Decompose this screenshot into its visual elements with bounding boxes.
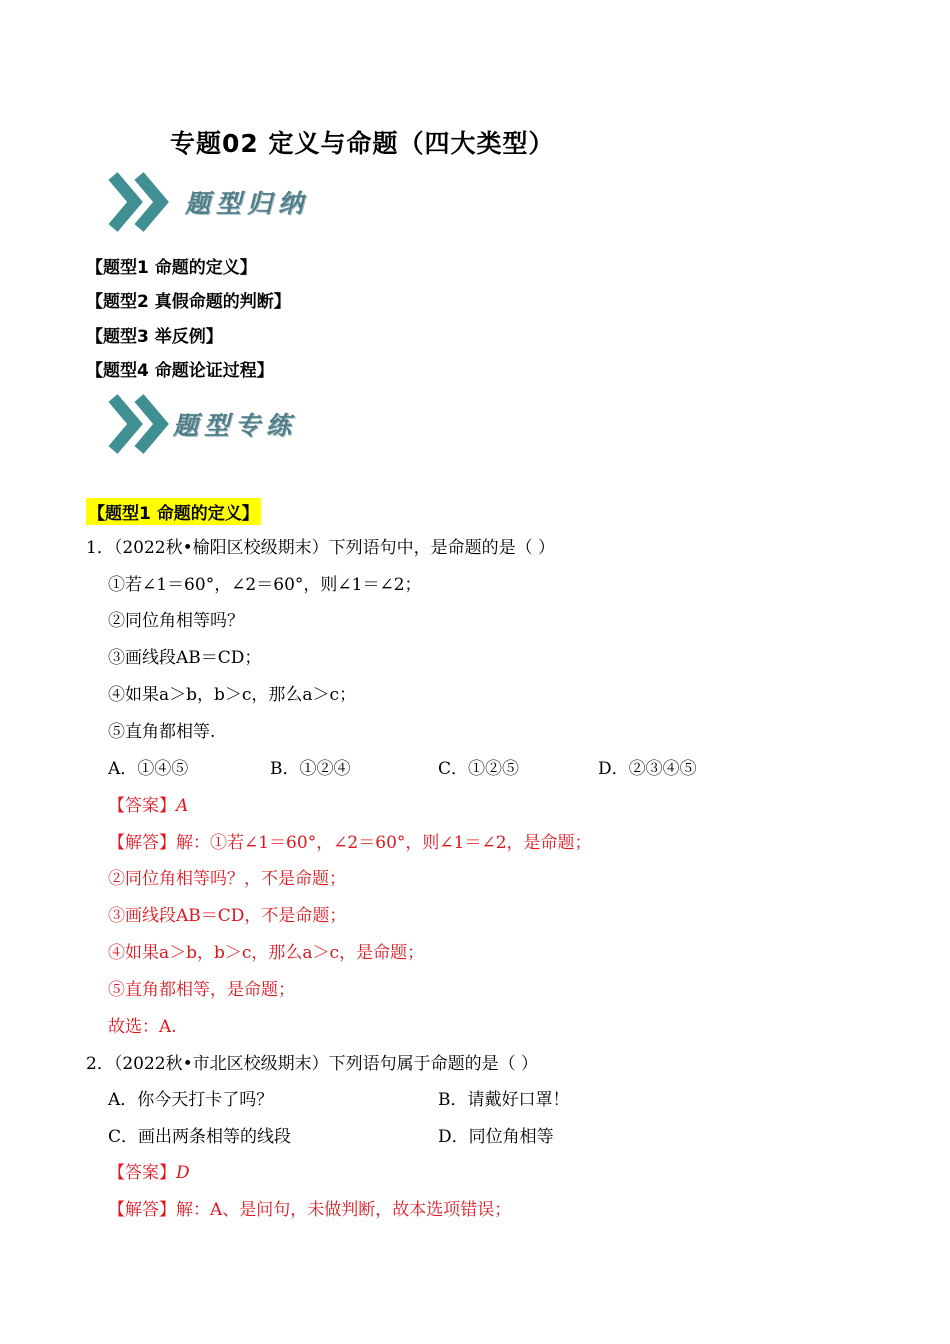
section-banner-summary [105, 170, 310, 234]
q1-explain-5: ⑤直角都相等，是命题； [108, 980, 295, 1000]
toc-item-4: 【题型4 命题论证过程】 [86, 361, 274, 381]
q1-option-b: B．①②④ [270, 759, 351, 779]
q2-explain [108, 1195, 511, 1220]
toc-item-1: 【题型1 命题的定义】 [86, 258, 257, 278]
q2-option-b: B．请戴好口罩！ [438, 1090, 570, 1110]
q1-item-2: ②同位角相等吗？ [108, 611, 244, 631]
explain-label: 【解答】 [108, 1200, 176, 1220]
section-banner-practice [105, 392, 305, 456]
answer-value: A [176, 796, 189, 816]
question-1-stem: 1．（2022秋•榆阳区校级期末）下列语句中，是命题的是（ ） [86, 538, 556, 558]
banner-label: 题型归纳 [185, 189, 310, 218]
answer-label: 【答案】 [108, 796, 176, 816]
double-chevron-icon [105, 170, 175, 234]
q1-explain-3: ③画线段AB＝CD，不是命题； [108, 906, 347, 926]
q1-item-5: ⑤直角都相等. [108, 722, 216, 742]
q1-explain-4: ④如果a＞b，b＞c，那么a＞c，是命题； [108, 943, 425, 963]
explain-label: 【解答】 [108, 833, 176, 853]
q1-answer [108, 791, 188, 816]
q1-item-4: ④如果a＞b，b＞c，那么a＞c； [108, 685, 357, 705]
section-heading: 【题型1 命题的定义】 [86, 498, 261, 525]
double-chevron-icon [105, 392, 175, 456]
q1-explain-1 [108, 828, 592, 853]
toc-item-2: 【题型2 真假命题的判断】 [86, 292, 291, 312]
q2-option-a: A．你今天打卡了吗？ [108, 1090, 274, 1110]
q1-item-1: ①若∠1＝60°，∠2＝60°，则∠1＝∠2； [108, 575, 422, 595]
q2-option-d: D．同位角相等 [438, 1127, 554, 1147]
explain-text: 解：①若∠1＝60°，∠2＝60°，则∠1＝∠2，是命题； [176, 833, 592, 853]
q1-explain-2: ②同位角相等吗？，不是命题； [108, 869, 346, 889]
toc-item-3: 【题型3 举反例】 [86, 327, 223, 347]
page-title: 专题02 定义与命题（四大类型） [170, 129, 555, 158]
banner-label: 题型专练 [173, 411, 298, 440]
explain-text: 解：A、是问句，未做判断，故本选项错误； [176, 1200, 512, 1220]
q1-option-a: A．①④⑤ [108, 759, 189, 779]
q2-answer [108, 1158, 190, 1183]
answer-value: D [176, 1163, 190, 1183]
q1-item-3: ③画线段AB＝CD； [108, 648, 262, 668]
q2-option-c: C．画出两条相等的线段 [108, 1127, 292, 1147]
q1-option-c: C．①②⑤ [438, 759, 520, 779]
question-2-stem: 2．（2022秋•市北区校级期末）下列语句属于命题的是（ ） [86, 1054, 539, 1074]
q1-explain-6: 故选：A. [108, 1017, 177, 1037]
answer-label: 【答案】 [108, 1163, 176, 1183]
q1-option-d: D．②③④⑤ [598, 759, 697, 779]
